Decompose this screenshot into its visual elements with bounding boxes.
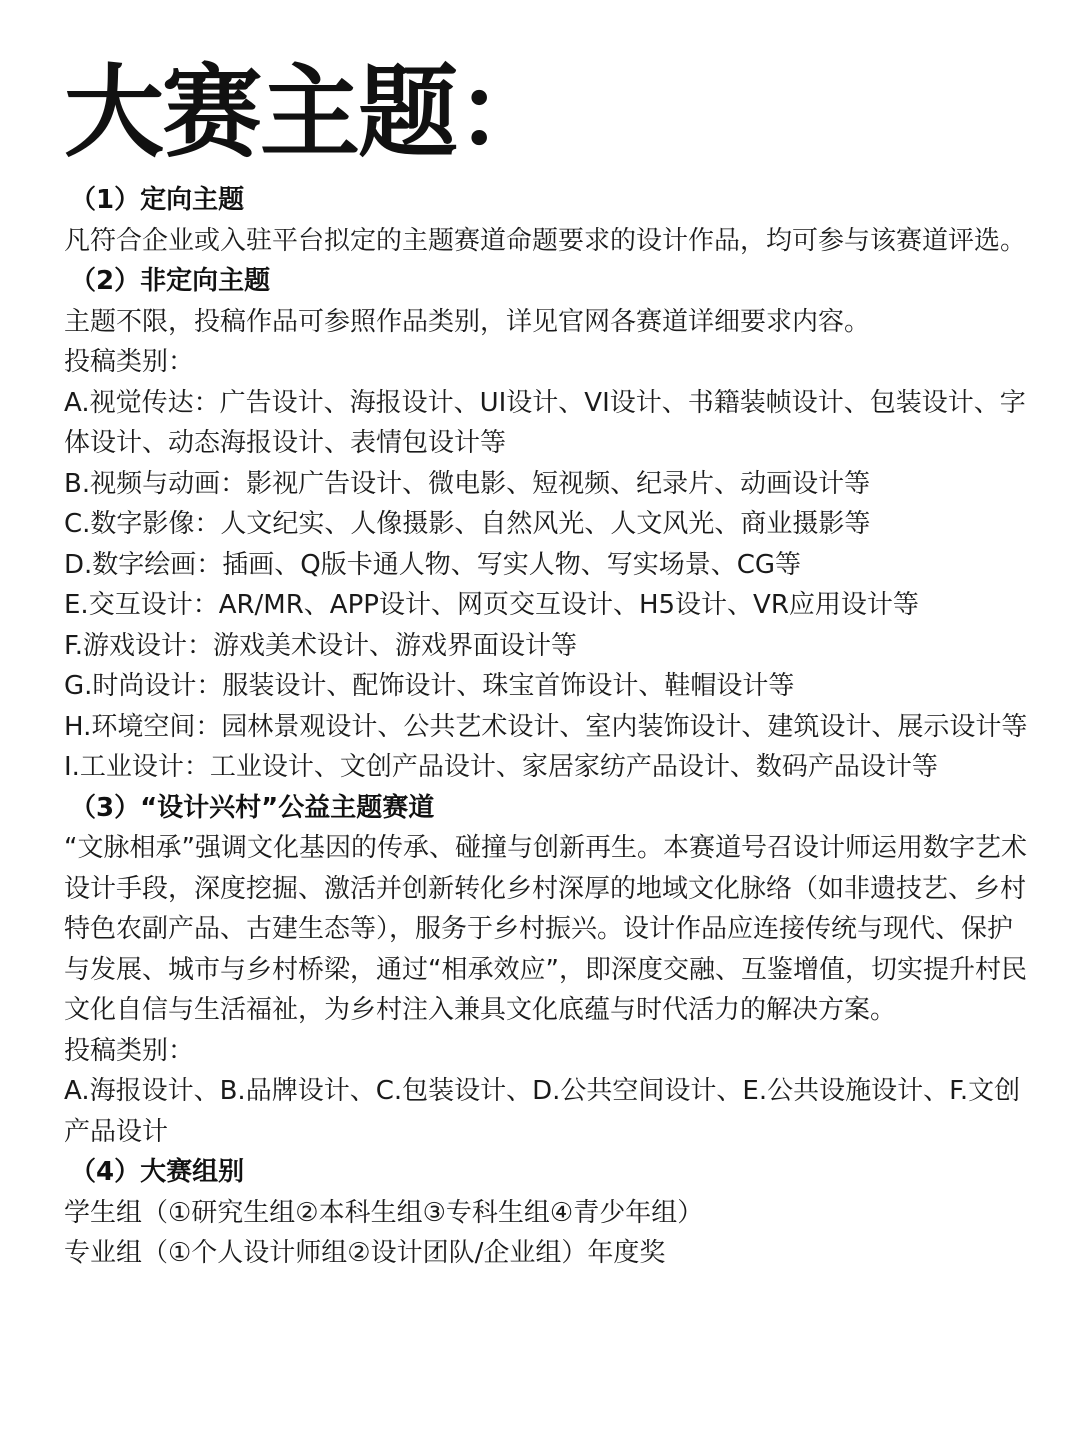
category-item: A.视觉传达：广告设计、海报设计、UI设计、VI设计、书籍装帧设计、包装设计、字体设计、动态海报设计、表情包设计等 <box>64 387 1026 458</box>
category-item: C.数字影像：人文纪实、人像摄影、自然风光、人文风光、商业摄影等 <box>64 509 871 539</box>
category-item: E.交互设计：AR/MR、APP设计、网页交互设计、H5设计、VR应用设计等 <box>64 590 919 620</box>
section-heading-open-theme: （2）非定向主题 <box>70 266 271 296</box>
category-item: G.时尚设计：服装设计、配饰设计、珠宝首饰设计、鞋帽设计等 <box>64 671 795 701</box>
content-body <box>64 180 1034 1274</box>
page-title: 大赛主题： <box>64 53 554 171</box>
categories-label: 投稿类别： <box>64 347 195 377</box>
group-item-professional: 专业组（①个人设计师组②设计团队/企业组）年度奖 <box>64 1238 666 1268</box>
section-body-directed-theme: 凡符合企业或入驻平台拟定的主题赛道命题要求的设计作品，均可参与该赛道评选。 <box>64 225 1027 256</box>
category-list: A.海报设计、B.品牌设计、C.包装设计、D.公共空间设计、E.公共设施设计、F.文创产品设计 <box>64 1076 1021 1147</box>
section-body-rural-design: “文脉相承”强调文化基因的传承、碰撞与创新再生。本赛道号召设计师运用数字艺术设计手段，深度挖掘、激活并创新转化乡村深厚的地域文化脉络（如非遗技艺、乡村特色农副产品、古建生态等），服务于乡村振兴。设计作品应连接传统与现代、保护与发展、城市与乡村桥梁，通过“相承效应”，即深度交融、互鉴增值，切实提升村民文化自信与生活福祉，为乡村注入兼具文化底蕴与时代活力的解决方案。 <box>64 833 1027 1025</box>
category-item: I.工业设计：工业设计、文创产品设计、家居家纺产品设计、数码产品设计等 <box>64 752 938 782</box>
category-item: F.游戏设计：游戏美术设计、游戏界面设计等 <box>64 630 578 661</box>
category-item: B.视频与动画：影视广告设计、微电影、短视频、纪录片、动画设计等 <box>64 468 871 499</box>
category-item: H.环境空间：园林景观设计、公共艺术设计、室内装饰设计、建筑设计、展示设计等 <box>64 711 1028 742</box>
section-heading-groups: （4）大赛组别 <box>70 1157 245 1187</box>
section-heading-directed-theme: （1）定向主题 <box>70 185 245 215</box>
category-item: D.数字绘画：插画、Q版卡通人物、写实人物、写实场景、CG等 <box>64 549 802 580</box>
group-item-student: 学生组（①研究生组②本科生组③专科生组④青少年组） <box>64 1197 704 1228</box>
categories-label: 投稿类别： <box>64 1035 195 1066</box>
section-heading-rural-design: （3）“设计兴村”公益主题赛道 <box>70 792 435 823</box>
section-body-open-theme: 主题不限，投稿作品可参照作品类别，详见官网各赛道详细要求内容。 <box>64 306 871 337</box>
